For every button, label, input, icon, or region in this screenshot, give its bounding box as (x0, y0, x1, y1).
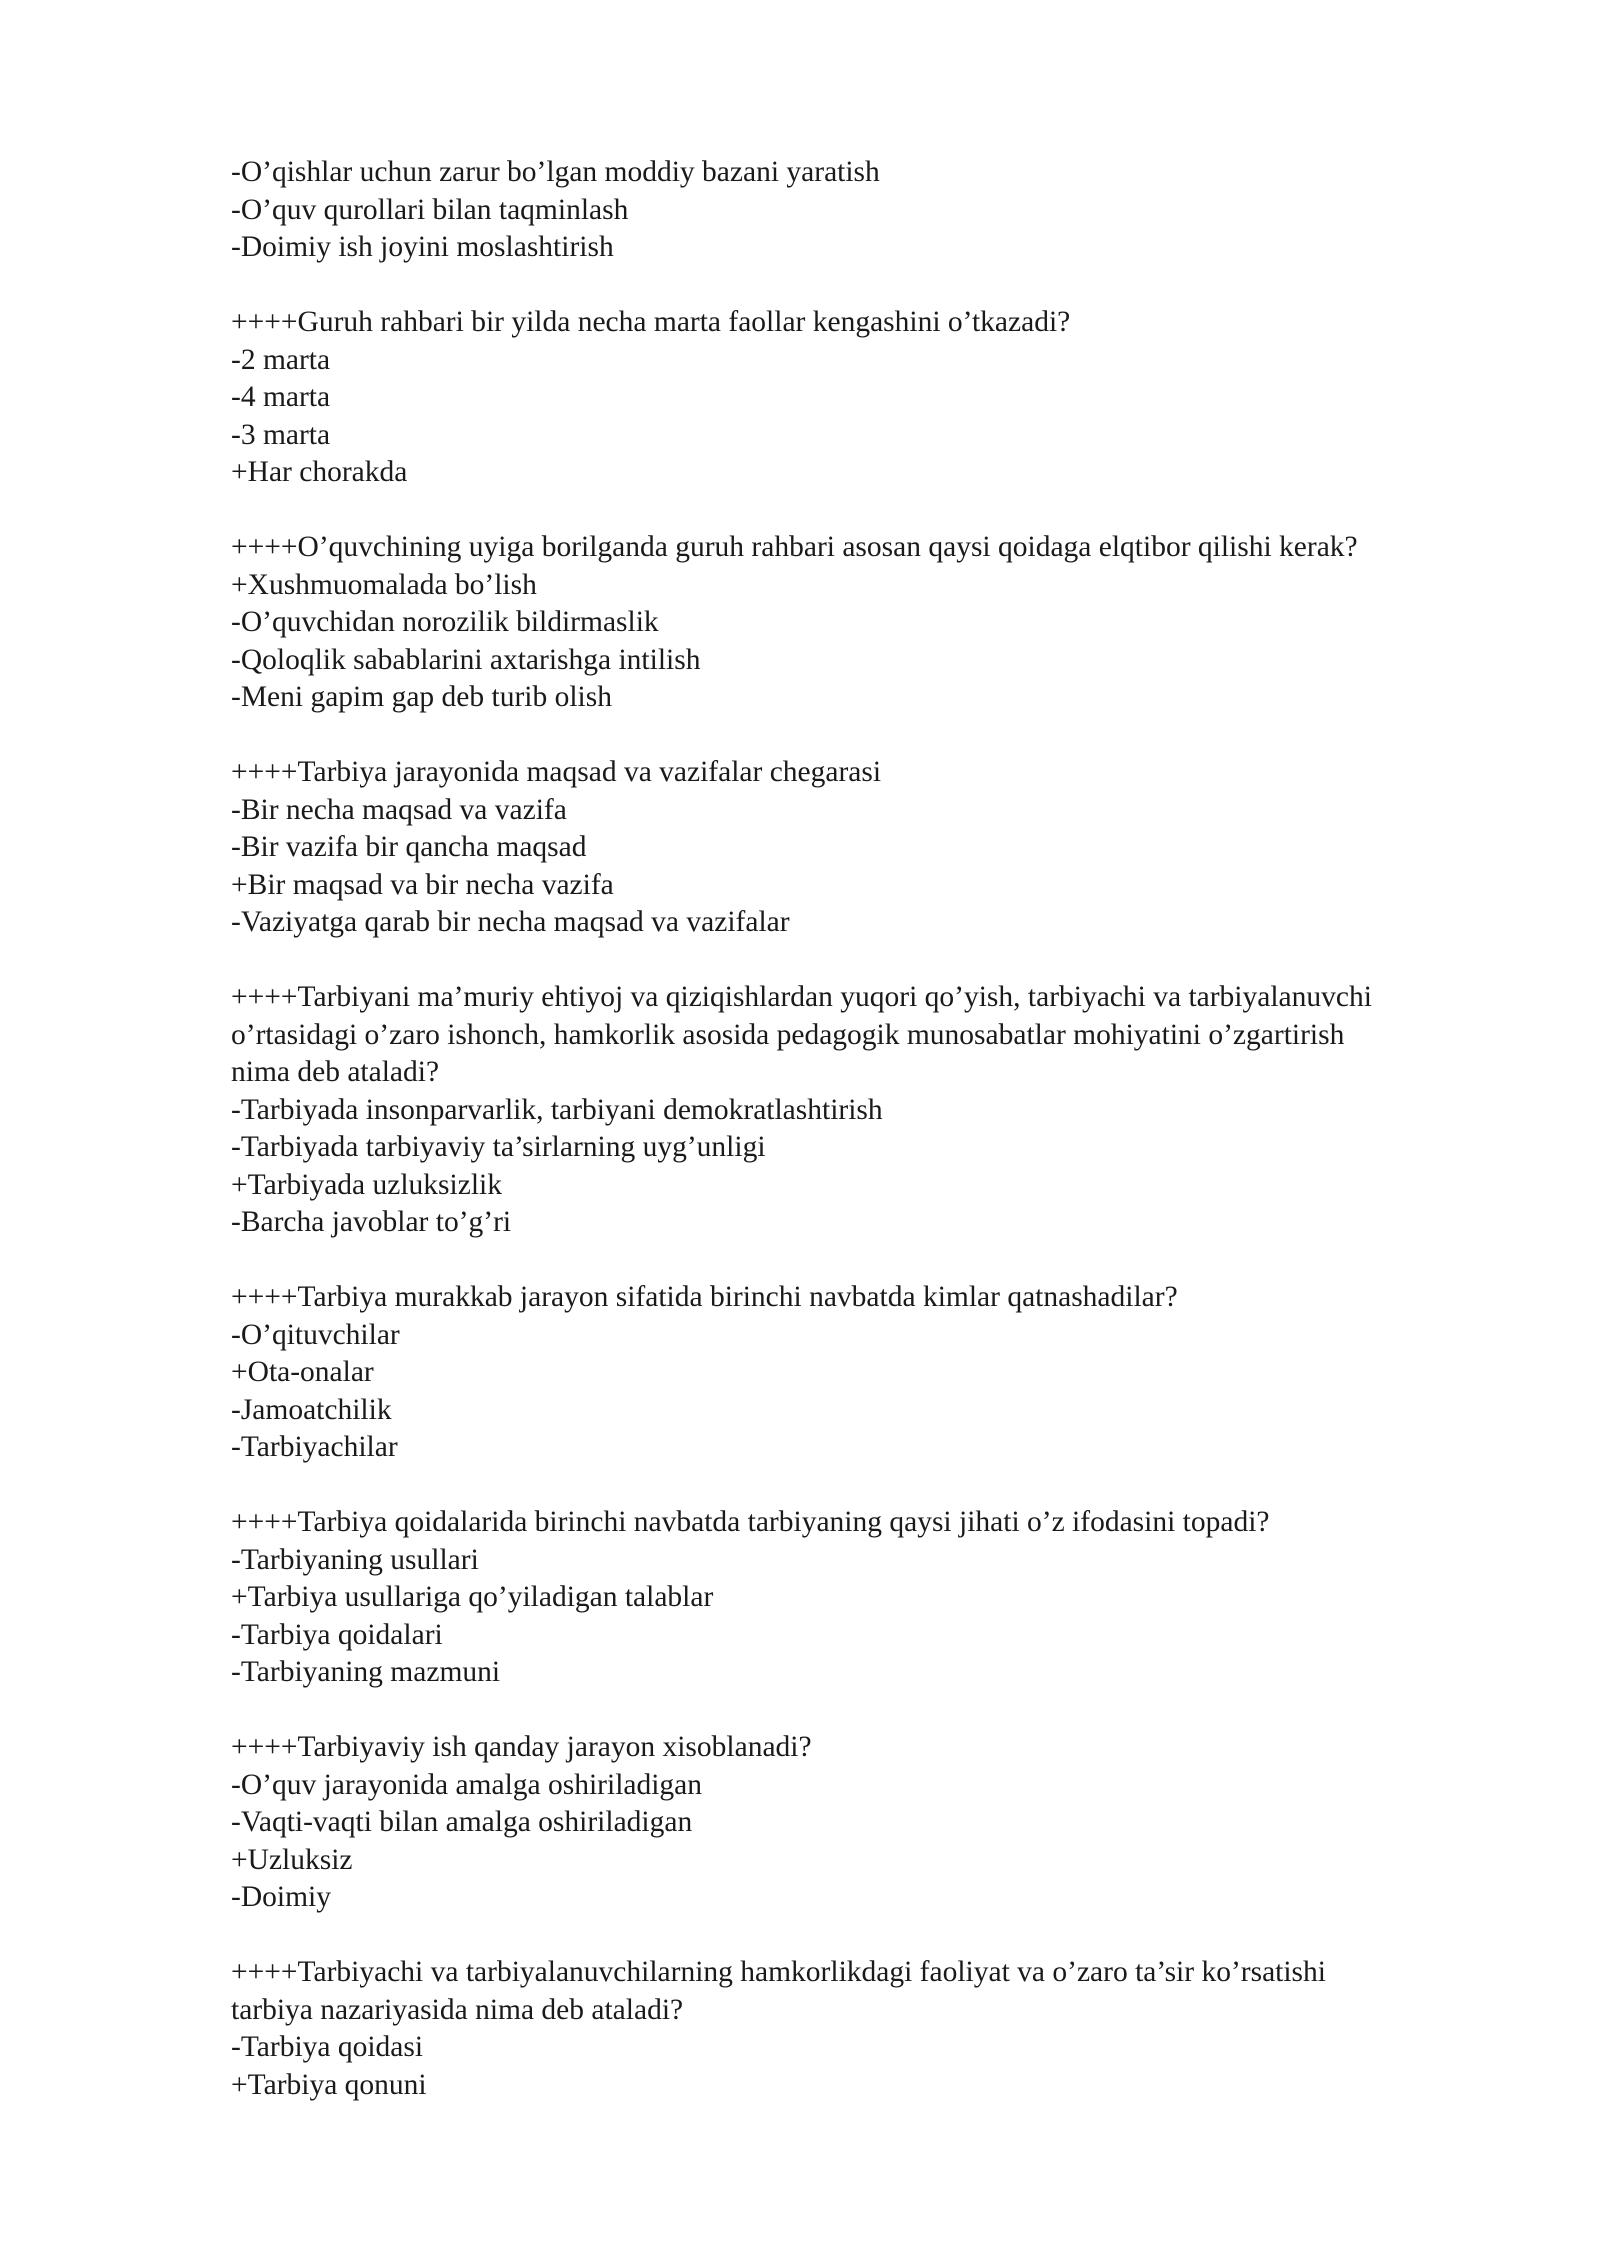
question-line: ++++Tarbiyachi va tarbiyalanuvchilarning hamkorlikdagi faoliyat va o’zaro ta’sir ko’rsatishi (231, 1956, 1326, 1988)
answer-option-line: -Vaziyatga qarab bir necha maqsad va vazifalar (231, 906, 790, 938)
correct-answer-line: +Har chorakda (231, 456, 408, 488)
document-text (231, 154, 1531, 2104)
answer-option-line: -Qoloqlik sabablarini axtarishga intilish (231, 643, 701, 676)
answer-option-line: -Tarbiyada insonparvarlik, tarbiyani demokratlashtirish (231, 1093, 883, 1126)
answer-option-line: -Tarbiyada tarbiyaviy ta’sirlarning uyg’unligi (231, 1131, 766, 1163)
question-line: ++++Tarbiyani ma’muriy ehtiyoj va qiziqishlardan yuqori qo’yish, tarbiyachi va tarbiyalanuvchi (231, 981, 1372, 1013)
answer-option-line: -4 marta (231, 381, 331, 413)
answer-option-line: -Doimiy ish joyini moslashtirish (231, 231, 614, 263)
text-line: nima deb ataladi? (231, 1056, 440, 1088)
blank-line (231, 717, 1531, 755)
correct-answer-line: +Tarbiyada uzluksizlik (231, 1168, 502, 1201)
answer-option-line: -Tarbiyachilar (231, 1431, 398, 1463)
question-line: ++++O’quvchining uyiga borilganda guruh rahbari asosan qaysi qoidaga elqtibor qilishi kerak? (231, 531, 1358, 563)
answer-option-line: -Bir vazifa bir qancha maqsad (231, 831, 587, 863)
correct-answer-line: +Ota-onalar (231, 1356, 374, 1388)
answer-option-line: -O’quv jarayonida amalga oshiriladigan (231, 1768, 703, 1801)
correct-answer-line: +Xushmuomalada bo’lish (231, 568, 537, 601)
answer-option-line: -3 marta (231, 418, 331, 451)
correct-answer-line: +Uzluksiz (231, 1843, 353, 1876)
answer-option-line: -Tarbiya qoidalari (231, 1618, 443, 1651)
answer-option-line: -Barcha javoblar to’g’ri (231, 1206, 512, 1238)
answer-option-line: -Meni gapim gap deb turib olish (231, 681, 612, 713)
answer-option-line: -O’quv qurollari bilan taqminlash (231, 193, 629, 226)
answer-option-line: -Tarbiya qoidasi (231, 2031, 424, 2063)
question-line: ++++Tarbiya jarayonida maqsad va vazifalar chegarasi (231, 756, 882, 788)
text-line: tarbiya nazariyasida nima deb ataladi? (231, 1993, 684, 2026)
correct-answer-line: +Tarbiya usullariga qo’yiladigan talablar (231, 1581, 714, 1613)
answer-option-line: -Tarbiyaning usullari (231, 1543, 479, 1576)
answer-option-line: -Bir necha maqsad va vazifa (231, 793, 567, 826)
question-line: ++++Tarbiya murakkab jarayon sifatida birinchi navbatda kimlar qatnashadilar? (231, 1281, 1178, 1313)
answer-option-line: -Jamoatchilik (231, 1393, 392, 1426)
question-line: ++++Guruh rahbari bir yilda necha marta faollar kengashini o’tkazadi? (231, 306, 1071, 338)
blank-line (231, 492, 1531, 530)
answer-option-line: -Vaqti-vaqti bilan amalga oshiriladigan (231, 1806, 693, 1838)
correct-answer-line: +Tarbiya qonuni (231, 2068, 427, 2101)
answer-option-line: -O’quvchidan norozilik bildirmaslik (231, 606, 659, 638)
correct-answer-line: +Bir maqsad va bir necha vazifa (231, 868, 614, 901)
blank-line (231, 1692, 1531, 1730)
answer-option-line: -O’qishlar uchun zarur bo’lgan moddiy bazani yaratish (231, 156, 880, 188)
question-line: ++++Tarbiyaviy ish qanday jarayon xisoblanadi? (231, 1731, 812, 1763)
question-line: ++++Tarbiya qoidalarida birinchi navbatda tarbiyaning qaysi jihati o’z ifodasini topadi? (231, 1506, 1270, 1538)
answer-option-line: -Tarbiyaning mazmuni (231, 1656, 501, 1688)
answer-option-line: -Doimiy (231, 1881, 331, 1913)
answer-option-line: -2 marta (231, 343, 331, 376)
blank-line (231, 1467, 1531, 1505)
blank-line (231, 1917, 1531, 1955)
text-line: o’rtasidagi o’zaro ishonch, hamkorlik asosida pedagogik munosabatlar mohiyatini o’zgartirish (231, 1018, 1345, 1051)
answer-option-line: -O’qituvchilar (231, 1318, 400, 1351)
blank-line (231, 942, 1531, 980)
blank-line (231, 267, 1531, 305)
blank-line (231, 1242, 1531, 1280)
